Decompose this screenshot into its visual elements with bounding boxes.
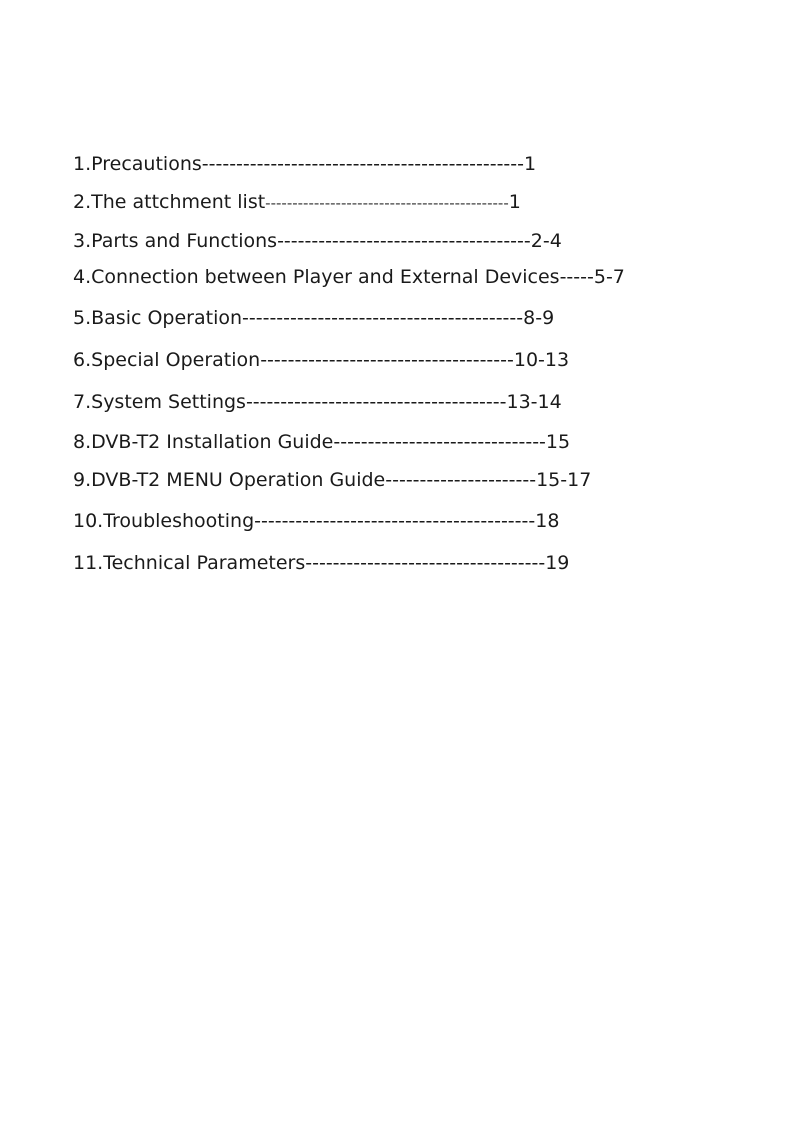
toc-entry-leader: --------------------------------------: [245, 391, 507, 413]
toc-entry-title: 5.Basic Operation: [73, 307, 243, 329]
toc-entry: [73, 389, 562, 415]
toc-entry-page: 5-7: [593, 266, 625, 288]
toc-entry-leader: -------------------------------------: [277, 230, 531, 252]
toc-entry: [73, 228, 562, 254]
toc-entry: [73, 264, 625, 290]
toc-entry: [73, 347, 569, 373]
toc-entry: [73, 429, 570, 455]
toc-entry-leader: -----------------------------------------------: [201, 153, 524, 175]
toc-entry: [73, 508, 559, 534]
toc-entry-page: 10-13: [513, 349, 570, 371]
toc-entry-title: 1.Precautions: [73, 153, 202, 175]
toc-entry-page: 19: [545, 552, 570, 574]
toc-entry-title: 7.System Settings: [73, 391, 246, 413]
toc-entry: [73, 305, 554, 331]
toc-entry-page: 8-9: [523, 307, 555, 329]
toc-entry-page: 15: [545, 431, 571, 453]
toc-entry-leader: -----------------------------------------: [242, 307, 524, 329]
toc-entry-title: 9.DVB-T2 MENU Operation Guide: [73, 469, 386, 491]
toc-entry-page: 18: [535, 510, 560, 532]
toc-entry-leader: -----------------------------------------: [254, 510, 536, 532]
toc-entry-leader: -------------------------------: [333, 431, 546, 453]
toc-entry-page: 13-14: [506, 391, 562, 413]
toc-entry-leader: -----------------------------------: [305, 552, 546, 574]
toc-entry-page: 1: [508, 191, 521, 213]
toc-entry-leader: ----------------------: [385, 469, 537, 491]
toc-entry-page: 1: [524, 153, 537, 175]
toc-entry: [73, 550, 569, 576]
toc-entry-title: 2.The attchment list: [73, 191, 266, 213]
toc-entry-leader: -----: [559, 266, 594, 288]
toc-entry: [73, 467, 591, 493]
toc-entry-page: 2-4: [530, 230, 562, 252]
toc-entry-page: 15-17: [536, 469, 592, 491]
toc-entry-title: 11.Technical Parameters: [73, 552, 306, 574]
toc-entry-title: 4.Connection between Player and External Devices: [73, 266, 560, 288]
toc-entry-leader: ---------------------------------------------: [265, 194, 509, 212]
toc-entry-title: 6.Special Operation: [73, 349, 261, 371]
toc-entry-title: 3.Parts and Functions: [73, 230, 278, 252]
toc-entry: [73, 189, 521, 215]
toc-entry: [73, 151, 536, 177]
toc-entry-title: 8.DVB-T2 Installation Guide: [73, 431, 334, 453]
toc-entry-leader: -------------------------------------: [260, 349, 514, 371]
toc-entry-title: 10.Troubleshooting: [73, 510, 255, 532]
